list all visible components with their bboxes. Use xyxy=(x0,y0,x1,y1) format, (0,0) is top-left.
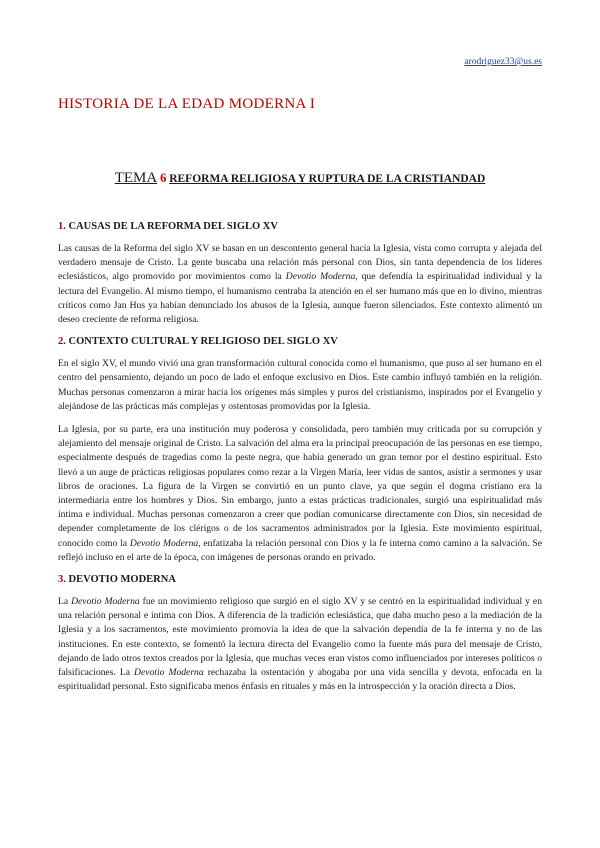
italic-term: Devotio Moderna xyxy=(129,537,199,549)
document-body xyxy=(58,221,542,703)
paragraph: La Iglesia, por su parte, era una institución muy poderosa y consolidada, pero también muy criticada por su corrupción y alejamiento del mensaje original de Cristo. La salvación del alma era la principal preocupación de las personas en ese tiempo, especialmente después de tragedias como la peste negra, que había generado un gran temor por el destino espiritual. Esto llevó a un auge de prácticas religiosas populares como rezar a la Virgen María, leer vidas de santos, asistir a sermones y usar libros de oraciones. La figura de la Virgen se convirtió en un punto clave, ya que según el dogma cristiano era la intermediaria entre los hombres y Dios. Sin embargo, junto a estas prácticas tradicionales, surgió una espiritualidad más íntima e individual. Muchas personas comenzaron a creer que podían comunicarse directamente con Dios, sin necesidad de depender completamente de los clérigos o de los sacramentos administrados por la Iglesia. Este movimiento espiritual, conocido como la Devotio Moderna, enfatizaba la relación personal con Dios y la fe interna como camino a la salvación. Se reflejó incluso en el arte de la época, con imágenes de personas orando en privado. xyxy=(58,424,542,563)
section-title: CONTEXTO CULTURAL Y RELIGIOSO DEL SIGLO XV xyxy=(68,336,338,348)
section-title: CAUSAS DE LA REFORMA DEL SIGLO XV xyxy=(68,221,278,232)
section-heading-2 xyxy=(58,336,542,347)
author-email-link[interactable]: arodriguez33@us.es xyxy=(464,57,542,67)
paragraph: Las causas de la Reforma del siglo XV se basan en un descontento general hacia la Iglesia, vista como corrupta y alejada del verdadero mensaje de Cristo. La gente buscaba una relación más personal con Dios, sin tanta dependencia de los líderes eclesiásticos, algo promovido por movimientos como la Devotio Moderna, que defendía la espiritualidad individual y la lectura del Evangelio. Al mismo tiempo, el humanismo centraba la atención en el ser humano más que en lo divino, mientras críticos como Jan Hus ya habían denunciado los abusos de la Iglesia, aunque fueron silenciados. Este contexto alimentó un deseo creciente de reforma religiosa. xyxy=(58,243,542,326)
paragraph: La Devotio Moderna fue un movimiento religioso que surgió en el siglo XV y se centró en la espiritualidad individual y en una relación personal e íntima con Dios. A diferencia de la tradición eclesiástica, que daba mucho peso a la mediación de la Iglesia y a los sacramentos, este movimiento promovía la idea de que la salvación dependía de la fe interna y no de las instituciones. En este contexto, se fomentó la lectura directa del Evangelio como la fuente más pura del mensaje de Cristo, dejando de lado otros textos creados por la Iglesia, que muchas veces eran vistos como influenciados por intereses políticos o falsificaciones. La Devotio Moderna rechazaba la ostentación y abogaba por una vida sencilla y devota, enfocada en la espiritualidad personal. Esto significaba menos énfasis en rituales y más en la introspección y la oración directa a Dios. xyxy=(58,596,542,693)
paragraph: En el siglo XV, el mundo vivió una gran transformación cultural conocida como el humanismo, que puso al ser humano en el centro del pensamiento, dejando un poco de lado el enfoque exclusivo en Dios. Este cambio influyó también en la religión. Muchas personas comenzaron a mirar hacia los orígenes más simples y puros del cristianismo, inspirados por el Evangelio y alejándose de las prácticas más complejas y ostentosas promovidas por la Iglesia. xyxy=(58,358,542,412)
topic-number: 6 xyxy=(160,171,167,185)
italic-term: Devotio Moderna xyxy=(134,667,204,679)
topic-heading xyxy=(0,170,600,187)
course-title: HISTORIA DE LA EDAD MODERNA I xyxy=(58,96,316,112)
section-heading-1 xyxy=(58,221,542,232)
section-number: 1. xyxy=(58,221,66,232)
section-title: DEVOTIO MODERNA xyxy=(68,574,176,586)
topic-title: REFORMA RELIGIOSA Y RUPTURA DE LA CRISTIANDAD xyxy=(169,173,486,185)
italic-term: Devotio Moderna xyxy=(71,596,140,608)
section-number: 2. xyxy=(58,336,66,348)
italic-term: Devotio Moderna xyxy=(285,271,356,283)
section-number: 3. xyxy=(58,574,66,586)
topic-word: TEMA xyxy=(114,170,158,186)
section-heading-3 xyxy=(58,574,542,585)
